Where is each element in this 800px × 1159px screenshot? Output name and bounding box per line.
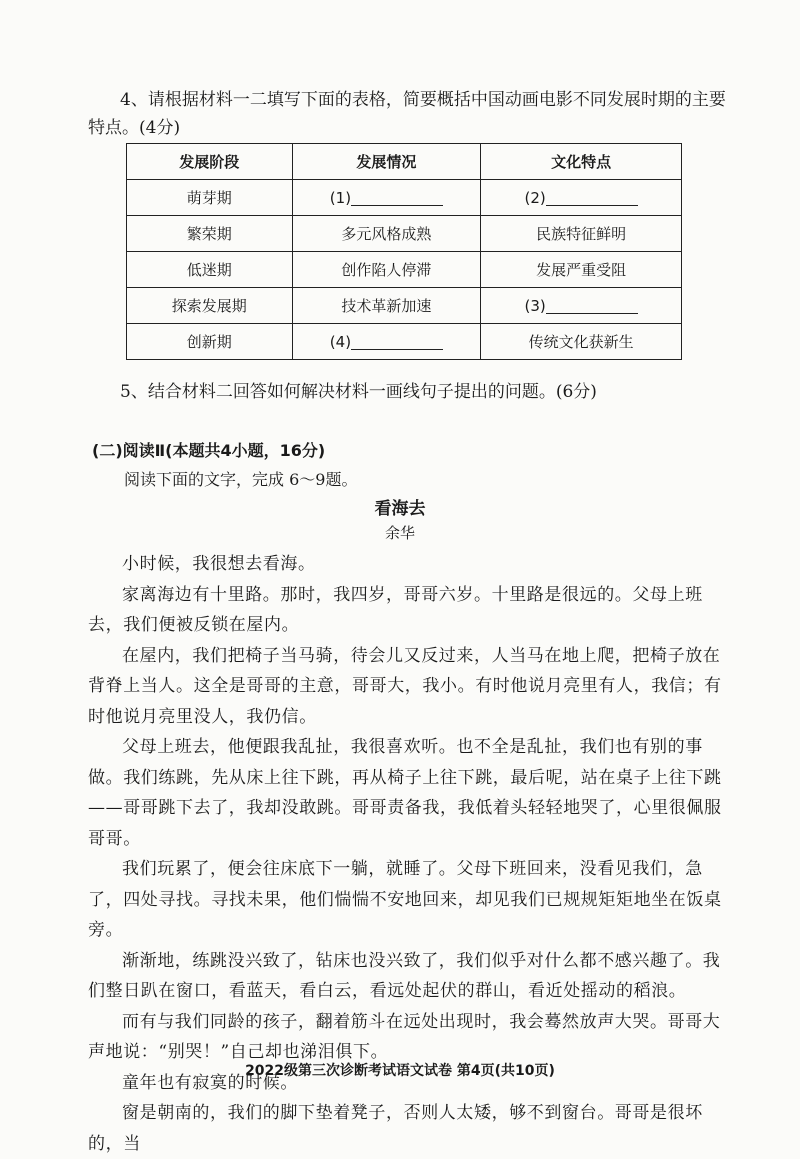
- table-header-row: [127, 144, 682, 180]
- article-paragraph: 小时候，我很想去看海。: [122, 554, 316, 574]
- article-paragraph: 在屋内，我们把椅子当马骑，待会儿又反过来，人当马在地上爬，把椅子放在背脊上当人。这全是哥哥的主意，哥哥大，我小。有时他说月亮里有人，我信；有时他说月亮里没人，我仍信。: [88, 645, 722, 727]
- table-row: [127, 288, 682, 324]
- article-paragraph: 窗是朝南的，我们的脚下垫着凳子，否则人太矮，够不到窗台。哥哥是很坏的，当: [88, 1103, 703, 1154]
- stage-cell: 探索发展期: [127, 288, 293, 324]
- development-stages-table: [126, 143, 682, 360]
- page-footer: 2022级第三次诊断考试语文试卷 第4页(共10页): [245, 1063, 555, 1079]
- table-row: [127, 180, 682, 216]
- table-row: [127, 216, 682, 252]
- answer-blank[interactable]: [546, 299, 638, 314]
- answer-blank[interactable]: [546, 191, 638, 206]
- section-heading: (二)阅读Ⅱ(本题共4小题，16分): [92, 441, 326, 460]
- article-paragraph: 父母上班去，他便跟我乱扯，我很喜欢听。也不全是乱扯，我们也有别的事做。我们练跳，先从床上往下跳，再从椅子上往下跳，最后呢，站在桌子上往下跳——哥哥跳下去了，我却没敢跳。哥哥责备我，我低着头轻轻地哭了，心里很佩服哥哥。: [88, 737, 722, 849]
- stage-cell: 创新期: [127, 324, 293, 360]
- culture-cell: 传统文化获新生: [481, 324, 682, 360]
- blank-cell[interactable]: [292, 324, 481, 360]
- blank-cell[interactable]: [481, 288, 682, 324]
- culture-cell: 民族特征鲜明: [481, 216, 682, 252]
- stage-cell: 繁荣期: [127, 216, 293, 252]
- article-author: 余华: [384, 524, 415, 542]
- article-paragraph: 我们玩累了，便会往床底下一躺，就睡了。父母下班回来，没看见我们，急了，四处寻找。寻找未果，他们惴惴不安地回来，却见我们已规规矩矩地坐在饭桌旁。: [88, 859, 722, 940]
- question-5: 5、结合材料二回答如何解决材料一画线句子提出的问题。(6分): [120, 382, 597, 402]
- culture-cell: 发展严重受阻: [481, 252, 682, 288]
- blank-cell[interactable]: [481, 180, 682, 216]
- header-stage: 发展阶段: [127, 144, 293, 180]
- blank-number: (3): [524, 296, 546, 315]
- header-culture: 文化特点: [481, 144, 682, 180]
- blank-number: (1): [329, 188, 352, 207]
- blank-number: (4): [329, 332, 352, 351]
- header-situation: 发展情况: [292, 144, 481, 180]
- question-4: 4、请根据材料一二填写下面的表格，简要概括中国动画电影不同发展时期的主要特点。(4分): [88, 90, 726, 138]
- blank-number: (2): [524, 188, 546, 207]
- article-paragraph: 而有与我们同龄的孩子，翻着筋斗在远处出现时，我会蓦然放声大哭。哥哥大声地说：“别哭！”自己却也涕泪俱下。: [88, 1011, 721, 1062]
- section-instruction: 阅读下面的文字，完成 6～9题。: [124, 470, 358, 489]
- article-paragraph: 童年也有寂寞的时候。: [122, 1072, 298, 1093]
- answer-blank[interactable]: [351, 191, 443, 206]
- situation-cell: 多元风格成熟: [292, 216, 481, 252]
- situation-cell: 技术革新加速: [292, 288, 481, 324]
- article-paragraph: 家离海边有十里路。那时，我四岁，哥哥六岁。十里路是很远的。父母上班去，我们便被反锁在屋内。: [88, 584, 703, 635]
- table-row: [127, 324, 682, 360]
- table-row: [127, 252, 682, 288]
- article-title: 看海去: [374, 499, 426, 519]
- stage-cell: 萌芽期: [127, 180, 293, 216]
- article-paragraph: 渐渐地，练跳没兴致了，钻床也没兴致了，我们似乎对什么都不感兴趣了。我们整日趴在窗口，看蓝天，看白云，看远处起伏的群山，看近处摇动的稻浪。: [88, 950, 721, 1001]
- stage-cell: 低迷期: [127, 252, 293, 288]
- blank-cell[interactable]: [292, 180, 481, 216]
- answer-blank[interactable]: [351, 335, 443, 350]
- situation-cell: 创作陷人停滞: [292, 252, 481, 288]
